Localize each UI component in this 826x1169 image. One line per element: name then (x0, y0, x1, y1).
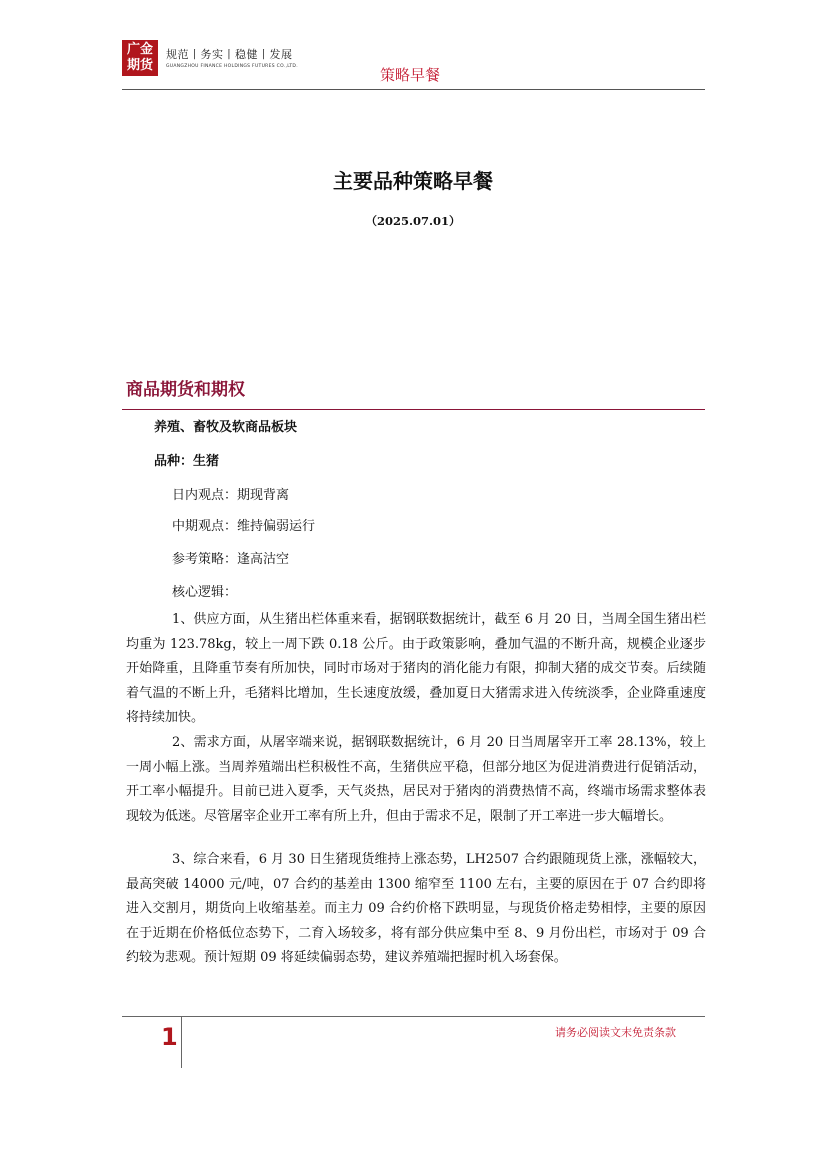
footer-vertical-divider (181, 1016, 182, 1068)
page-title: 主要品种策略早餐 (333, 169, 493, 193)
company-english-name: GUANGZHOU FINANCE HOLDINGS FUTURES CO.,LTD. (166, 64, 298, 69)
disclaimer-note: 请务必阅读文末免责条款 (555, 1026, 676, 1039)
logo-text-line1: 广金 (126, 42, 153, 57)
core-logic-label: 核心逻辑： (172, 585, 238, 600)
report-date: （2025.07.01） (365, 214, 461, 228)
variety-heading: 品种：生猪 (154, 454, 220, 469)
demand-paragraph: 2、需求方面，从屠宰端来说，据钢联数据统计，6 月 20 日当周屠宰开工率 28.13%，较上一周小幅上涨。当周养殖端出栏积极性不高，生猪供应平稳，但部分地区为促进消费进行促销活动，开工率小幅提升。目前已进入夏季，天气炎热，居民对于猪肉的消费热情不高，终端市场需求整体表现较为低迷。尽管屠宰企业开工率有所上升，但由于需求不足，限制了开工率进一步大幅增长。 (126, 735, 706, 824)
logo-text-line2: 期货 (126, 58, 153, 73)
section-divider (122, 409, 705, 410)
reference-strategy: 参考策略：逢高沽空 (172, 552, 290, 567)
company-logo (122, 40, 158, 76)
footer-divider (122, 1016, 705, 1017)
medium-term-view: 中期观点：维持偏弱运行 (172, 519, 316, 534)
page-number: 1 (161, 1023, 178, 1051)
header-report-tag: 策略早餐 (380, 66, 441, 84)
section-title: 商品期货和期权 (126, 380, 245, 400)
supply-paragraph: 1、供应方面，从生猪出栏体重来看，据钢联数据统计，截至 6 月 20 日，当周全国生猪出栏均重为 123.78kg，较上一周下跌 0.18 公斤。由于政策影响，叠加气温的不断升高，规模企业逐步开始降重，且降重节奏有所加快，同时市场对于猪肉的消化能力有限，抑制大猪的成交节奏。后续随着气温的不断上升，毛猪料比增加，生长速度放缓，叠加夏日大猪需求进入传统淡季，企业降重速度将持续加快。 (126, 612, 706, 725)
block-heading: 养殖、畜牧及软商品板块 (154, 420, 298, 435)
company-slogan: 规范丨务实丨稳健丨发展 (166, 48, 293, 61)
intraday-view: 日内观点：期现背离 (172, 488, 290, 503)
header-divider (122, 89, 705, 90)
summary-paragraph: 3、综合来看，6 月 30 日生猪现货维持上涨态势，LH2507 合约跟随现货上涨，涨幅较大，最高突破 14000 元/吨，07 合约的基差由 1300 缩窄至 1100 左右，主要的原因在于 07 合约即将进入交割月，期货向上收缩基差。而主力 09 合约价格下跌明显，与现货价格走势相悖，主要的原因在于近期在价格低位态势下，二育入场较多，将有部分供应集中至 8、9 月份出栏，市场对于 09 合约较为悲观。预计短期 09 将延续偏弱态势，建议养殖端把握时机入场套保。 (126, 852, 706, 965)
